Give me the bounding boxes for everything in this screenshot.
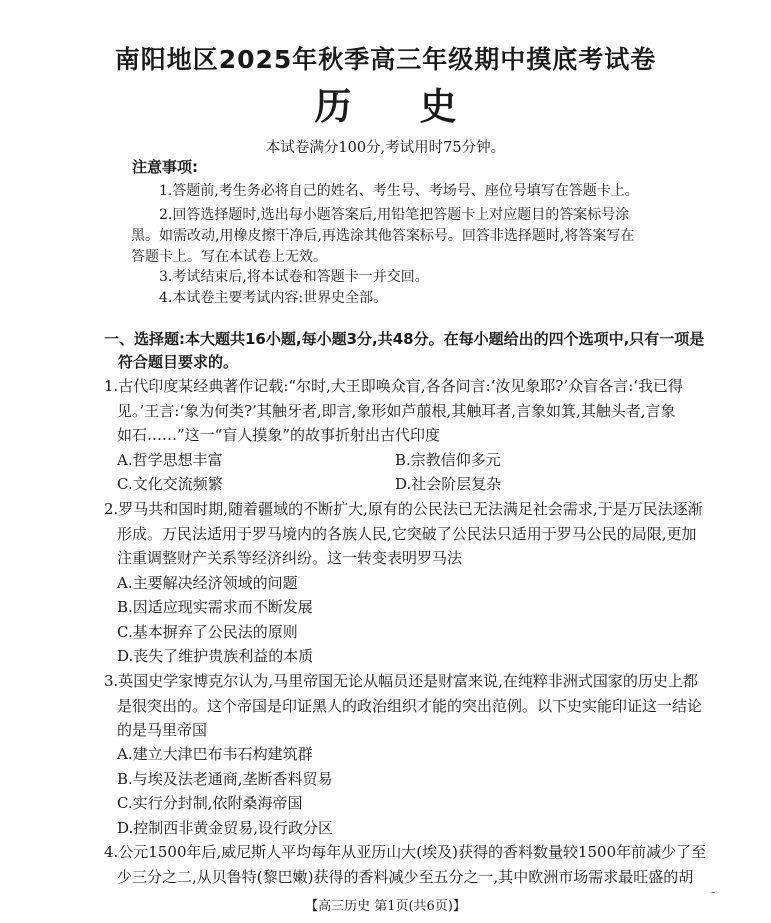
question-2-option-d: D.丧失了维护贵族利益的本质 [117, 647, 314, 665]
question-2-line: 形成。万民法适用于罗马境内的各族人民,它突破了公民法只适用于罗马公民的局限,更加 [117, 525, 697, 543]
question-1-line: 见。’王言:‘象为何类?’其触牙者,即言,象形如芦菔根,其触耳者,言象如箕,其触头者,言象 [117, 402, 676, 420]
question-2-option-a: A.主要解决经济领域的问题 [117, 574, 298, 592]
question-3-line: 是很突出的。这个帝国是印证黑人的政治组织才能的突出范例。以下史实能印证这一结论 [117, 697, 703, 715]
page-mark: - [711, 885, 716, 900]
notice-heading: 注意事项: [132, 158, 198, 176]
question-2-line: 2.罗马共和国时期,随着疆域的不断扩大,原有的公民法已无法满足社会需求,于是万民法逐渐 [104, 500, 703, 518]
question-2-line: 注重调整财产关系等经济纠纷。这一转变表明罗马法 [117, 549, 463, 567]
question-3-line: 的是马里帝国 [117, 721, 208, 739]
notice-line: 3.考试结束后,将本试卷和答题卡一并交回。 [159, 269, 429, 285]
exam-intro: 本试卷满分100分,考试用时75分钟。 [265, 140, 506, 156]
page-footer: 【高三历史 第1页(共6页)】 [305, 899, 466, 914]
notice-line: 黑。如需改动,用橡皮擦干净后,再选涂其他答案标号。回答非选择题时,将答案写在 [131, 228, 635, 244]
subject-title: 历史 [314, 85, 525, 128]
question-1-line: 1.古代印度某经典著作记载:“尔时,大王即唤众盲,各各问言:‘汝见象耶?’众盲各言:‘我已得 [104, 377, 684, 395]
question-3-option-c: C.实行分封制,依附桑海帝国 [117, 794, 303, 812]
question-1-option-b: B.宗教信仰多元 [395, 451, 501, 469]
notice-line: 答题卡上。写在本试卷上无效。 [131, 249, 327, 265]
question-1-option-d: D.社会阶层复杂 [395, 475, 502, 493]
notice-line: 4.本试卷主要考试内容:世界史全部。 [159, 290, 388, 306]
question-4-line: 4.公元1500年后,威尼斯人平均每年从亚历山大(埃及)获得的香料数量较1500年前减少了至 [104, 843, 707, 861]
question-3-option-d: D.控制西非黄金贸易,设行政分区 [117, 819, 334, 837]
exam-title: 南阳地区2025年秋季高三年级期中摸底考试卷 [114, 45, 657, 74]
notice-line: 2.回答选择题时,选出每小题答案后,用铅笔把答题卡上对应题目的答案标号涂 [159, 207, 630, 223]
question-1-line: 如石……”这一“盲人摸象”的故事折射出古代印度 [117, 426, 441, 444]
question-1-option-a: A.哲学思想丰富 [117, 451, 223, 469]
question-3-option-b: B.与埃及法老通商,垄断香料贸易 [117, 770, 333, 788]
notice-line: 1.答题前,考生务必将自己的姓名、考生号、考场号、座位号填写在答题卡上。 [159, 183, 639, 199]
section-heading-cont: 符合题目要求的。 [118, 353, 239, 371]
question-3-option-a: A.建立大津巴布韦石构建筑群 [117, 745, 313, 763]
question-2-option-c: C.基本摒弃了公民法的原则 [117, 623, 298, 641]
question-2-option-b: B.因适应现实需求而不断发展 [117, 598, 313, 616]
question-1-option-c: C.文化交流频繁 [117, 475, 223, 493]
question-4-line: 少三分之二,从贝鲁特(黎巴嫩)获得的香料减少至五分之一,其中欧洲市场需求最旺盛的胡 [117, 868, 694, 886]
question-3-line: 3.英国史学家博克尔认为,马里帝国无论从幅员还是财富来说,在纯粹非洲式国家的历史上都 [104, 672, 698, 690]
section-heading: 一、选择题:本大题共16小题,每小题3分,共48分。在每小题给出的四个选项中,只有一项是 [104, 330, 705, 348]
